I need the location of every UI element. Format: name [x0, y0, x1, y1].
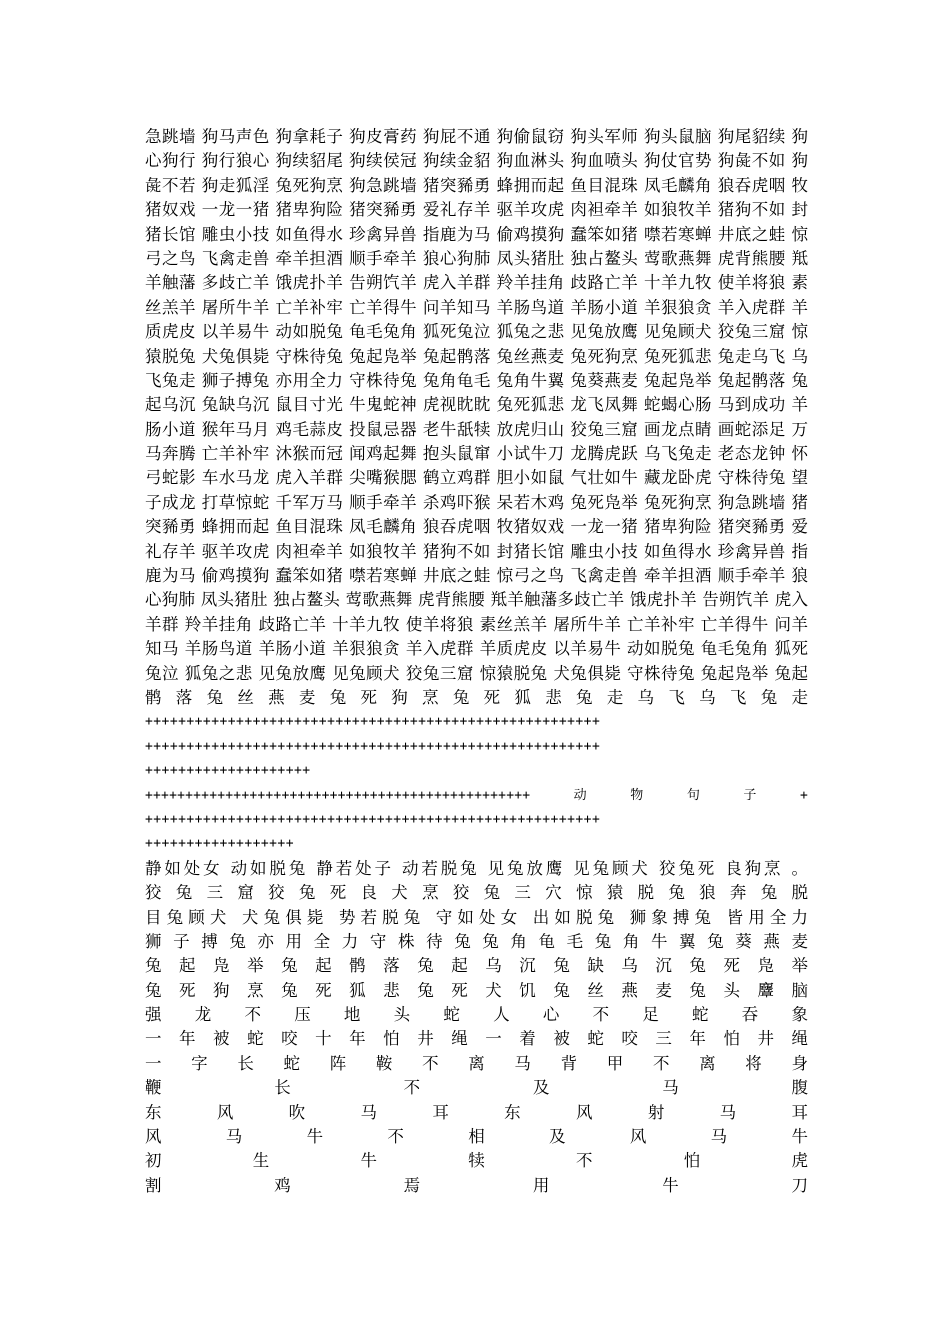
text-line: 初 生 牛 犊 不 怕 虎: [145, 1151, 808, 1171]
text-line: 猪奴戏 一龙一猪 猪卑狗险 猪突豨勇 爱礼存羊 驱羊攻虎 肉袒牵羊 如狼牧羊 猪狗不如 封: [145, 200, 808, 220]
animal-sentences-list: [145, 857, 808, 1198]
text-line: 彘不若 狗走狐淫 兔死狗烹 狗急跳墙 猪突豨勇 蜂拥而起 鱼目混珠 凤毛麟角 狼吞虎咽 牧: [145, 175, 808, 195]
text-line: 马奔腾 亡羊补牢 沐猴而冠 闻鸡起舞 抱头鼠窜 小试牛刀 龙腾虎跃 乌飞兔走 老态龙钟 怀: [145, 444, 808, 464]
text-line: 起乌沉 兔缺乌沉 鼠目寸光 牛鬼蛇神 虎视眈眈 兔死狐悲 龙飞凤舞 蛇蝎心肠 马到成功 羊: [145, 395, 808, 415]
plus-separator-line: +++++++++++++++++++++++++++++++++++++++++++++++++++++++: [145, 811, 601, 827]
text-line: 丝羔羊 屠所牛羊 亡羊补牢 亡羊得牛 问羊知马 羊肠鸟道 羊肠小道 羊狠狼贪 羊入虎群 羊: [145, 297, 808, 317]
text-line: 知马 羊肠鸟道 羊肠小道 羊狠狼贪 羊入虎群 羊质虎皮 以羊易牛 动如脱兔 龟毛兔角 狐死: [145, 639, 808, 659]
text-line: 弓之鸟 飞禽走兽 牵羊担酒 顺手牵羊 狼心狗肺 凤头猪肚 独占鳌头 莺歌燕舞 虎背熊腰 羝: [145, 248, 808, 268]
text-line: 羊触藩 多歧亡羊 饿虎扑羊 告朔饩羊 虎入羊群 羚羊挂角 歧路亡羊 十羊九牧 使羊将狼 素: [145, 273, 808, 293]
text-line: 礼存羊 驱羊攻虎 肉袒牵羊 如狼牧羊 猪狗不如 封猪长馆 雕虫小技 如鱼得水 珍禽异兽 指: [145, 541, 808, 561]
text-line: 肠小道 猴年马月 鸡毛蒜皮 投鼠忌器 老牛舐犊 放虎归山 狡兔三窟 画龙点睛 画蛇添足 万: [145, 419, 808, 439]
text-line: 东 风 吹 马 耳 东 风 射 马 耳: [145, 1102, 808, 1122]
text-line: 突豨勇 蜂拥而起 鱼目混珠 凤毛麟角 狼吞虎咽 牧猪奴戏 一龙一猪 猪卑狗险 猪突豨勇 爱: [145, 517, 808, 537]
text-line: 鞭 长 不 及 马 腹: [145, 1078, 808, 1098]
text-line: 鹘 落 兔 丝 燕 麦 兔 死 狗 烹 兔 死 狐 悲 兔 走 乌 飞 乌 飞 兔 走: [145, 687, 808, 707]
text-line: 心狗肺 凤头猪肚 独占鳌头 莺歌燕舞 虎背熊腰 羝羊触藩多歧亡羊 饿虎扑羊 告朔饩羊 虎入: [145, 590, 808, 610]
text-line: 狡 兔 三 窟 狡 兔 死 良 犬 烹 狡 兔 三 穴 惊 猿 脱 兔 狼 奔 兔 脱: [145, 883, 808, 903]
section-heading-line: ++++++++++++++++++++++++++++++++++++++++++++++++动物句子+: [145, 787, 808, 803]
text-line: 强 龙 不 压 地 头 蛇 人 心 不 足 蛇 吞 象: [145, 1005, 808, 1025]
text-line: 飞兔走 狮子搏兔 亦用全力 守株待兔 兔角龟毛 兔角牛翼 兔葵燕麦 兔起凫举 兔起鹘落 兔: [145, 370, 808, 390]
text-line: 兔 死 狗 烹 兔 死 狐 悲 兔 死 犬 饥 兔 丝 燕 麦 兔 头 麞 脑: [145, 980, 808, 1000]
text-line: 羊群 羚羊挂角 歧路亡羊 十羊九牧 使羊将狼 素丝羔羊 屠所牛羊 亡羊补牢 亡羊得牛 问羊: [145, 614, 808, 634]
text-line: 割 鸡 焉 用 牛 刀: [145, 1175, 808, 1195]
text-line: 急跳墙 狗马声色 狗拿耗子 狗皮膏药 狗屁不通 狗偷鼠窃 狗头军师 狗头鼠脑 狗尾貂续 狗: [145, 127, 808, 146]
text-line: 风 马 牛 不 相 及 风 马 牛: [145, 1127, 808, 1147]
text-line: 心狗行 狗行狼心 狗续貂尾 狗续侯冠 狗续金貂 狗血淋头 狗血喷头 狗仗官势 狗彘不如 狗: [145, 151, 808, 171]
text-line: 静如处女 动如脱兔 静若处子 动若脱兔 见兔放鹰 见兔顾犬 狡兔死 良狗烹 。: [145, 858, 808, 878]
plus-separator-line: ++++++++++++++++++: [145, 836, 294, 852]
text-line: 猪长馆 雕虫小技 如鱼得水 珍禽异兽 指鹿为马 偷鸡摸狗 蠢笨如猪 噤若寒蝉 井底之蛙 惊: [145, 224, 808, 244]
text-line: 目兔顾犬 犬兔俱毙 势若脱兔 守如处女 出如脱兔 狮象搏兔 皆用全力: [145, 907, 808, 927]
text-line: 子成龙 打草惊蛇 千军万马 顺手牵羊 杀鸡吓猴 呆若木鸡 兔死凫举 兔死狗烹 狗急跳墙 猪: [145, 492, 808, 512]
text-line: 一 字 长 蛇 阵 鞍 不 离 马 背 甲 不 离 将 身: [145, 1053, 808, 1073]
text-line: 鹿为马 偷鸡摸狗 蠢笨如猪 噤若寒蝉 井底之蛙 惊弓之鸟 飞禽走兽 牵羊担酒 顺手牵羊 狼: [145, 566, 808, 586]
plus-separator-line: ++++++++++++++++++++: [145, 763, 311, 779]
plus-separator-line: +++++++++++++++++++++++++++++++++++++++++++++++++++++++: [145, 714, 601, 730]
text-line: 质虎皮 以羊易牛 动如脱兔 龟毛兔角 狐死兔泣 狐兔之悲 见兔放鹰 见兔顾犬 狡兔三窟 惊: [145, 322, 808, 342]
document-body: [145, 125, 808, 1198]
text-line: 兔 起 凫 举 兔 起 鹘 落 兔 起 乌 沉 兔 缺 乌 沉 兔 死 凫 举: [145, 956, 808, 976]
separator-block: [145, 710, 808, 856]
idiom-paragraph: [145, 125, 808, 710]
text-line: 兔泣 狐兔之悲 见兔放鹰 见兔顾犬 狡兔三窟 惊猿脱兔 犬兔俱毙 守株待兔 兔起凫举 兔起: [145, 663, 808, 683]
text-line: 猿脱兔 犬兔俱毙 守株待兔 兔起凫举 兔起鹘落 兔丝燕麦 兔死狗烹 兔死狐悲 兔走乌飞 乌: [145, 346, 808, 366]
text-line: 狮 子 搏 兔 亦 用 全 力 守 株 待 兔 兔 角 龟 毛 兔 角 牛 翼 兔 葵 燕 麦: [145, 931, 808, 951]
text-line: 一 年 被 蛇 咬 十 年 怕 井 绳 一 着 被 蛇 咬 三 年 怕 井 绳: [145, 1029, 808, 1049]
plus-separator-line: +++++++++++++++++++++++++++++++++++++++++++++++++++++++: [145, 738, 601, 754]
text-line: 弓蛇影 车水马龙 虎入羊群 尖嘴猴腮 鹤立鸡群 胆小如鼠 气壮如牛 藏龙卧虎 守株待兔 望: [145, 468, 808, 488]
